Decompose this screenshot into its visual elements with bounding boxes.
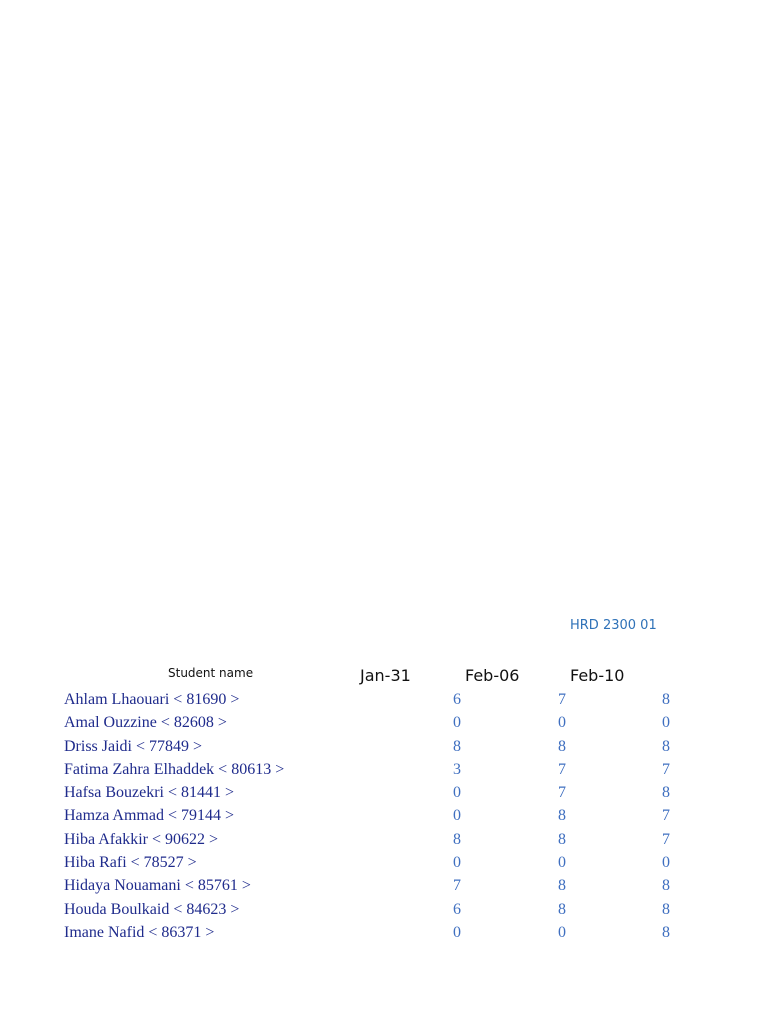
- grade-cell: 0: [453, 784, 461, 802]
- table-row: [0, 806, 768, 829]
- grade-cell: 8: [662, 923, 670, 941]
- table-row: [0, 783, 768, 806]
- grade-cell: 8: [453, 830, 461, 848]
- student-name: Houda Boulkaid < 84623 >: [64, 900, 240, 918]
- date-header-jan-31: Jan-31: [360, 666, 411, 685]
- grade-cell: 8: [453, 737, 461, 755]
- grade-cell: 8: [662, 691, 670, 708]
- grade-cell: 6: [453, 900, 461, 918]
- grade-cell: 8: [558, 807, 566, 825]
- student-name: Imane Nafid < 86371 >: [64, 923, 215, 941]
- date-header-feb-06: Feb-06: [465, 666, 520, 685]
- grade-cell: 8: [558, 737, 566, 755]
- grade-cell: 3: [453, 760, 461, 778]
- grade-cell: 0: [558, 714, 566, 732]
- student-name: Driss Jaidi < 77849 >: [64, 737, 203, 755]
- grade-cell: 0: [453, 854, 461, 872]
- grades-table: [0, 690, 768, 946]
- grade-cell: 6: [453, 691, 461, 708]
- grade-cell: 0: [453, 807, 461, 825]
- table-row: [0, 876, 768, 899]
- student-name: Ahlam Lhaouari < 81690 >: [64, 691, 240, 708]
- grade-cell: 7: [558, 760, 566, 778]
- table-row: [0, 853, 768, 876]
- table-row: [0, 737, 768, 760]
- grade-cell: 0: [558, 854, 566, 872]
- grade-cell: 0: [558, 923, 566, 941]
- grade-cell: 8: [558, 830, 566, 848]
- course-code: HRD 2300 01: [570, 618, 657, 633]
- student-name: Hidaya Nouamani < 85761 >: [64, 877, 251, 895]
- grade-cell: 8: [558, 900, 566, 918]
- table-row: [0, 690, 768, 713]
- grade-cell: 7: [453, 877, 461, 895]
- grade-cell: 8: [558, 877, 566, 895]
- student-name: Amal Ouzzine < 82608 >: [64, 714, 227, 732]
- grade-cell: 0: [662, 714, 670, 732]
- table-row: [0, 830, 768, 853]
- grade-cell: 8: [662, 877, 670, 895]
- table-row: [0, 923, 768, 946]
- student-name: Hafsa Bouzekri < 81441 >: [64, 784, 235, 802]
- grade-cell: 8: [662, 784, 670, 802]
- student-name: Fatima Zahra Elhaddek < 80613 >: [64, 760, 285, 778]
- student-name-header: Student name: [168, 666, 254, 680]
- student-name: Hamza Ammad < 79144 >: [64, 807, 235, 825]
- grade-cell: 0: [453, 923, 461, 941]
- table-row: [0, 713, 768, 736]
- grade-cell: 7: [558, 691, 566, 708]
- student-name: Hiba Afakkir < 90622 >: [64, 830, 219, 848]
- grade-cell: 0: [662, 854, 670, 872]
- grade-cell: 7: [662, 807, 670, 825]
- grade-cell: 7: [662, 760, 670, 778]
- date-header-feb-10: Feb-10: [570, 666, 625, 685]
- grade-cell: 7: [662, 830, 670, 848]
- grade-cell: 8: [662, 737, 670, 755]
- table-row: [0, 760, 768, 783]
- grade-cell: 0: [453, 714, 461, 732]
- student-name: Hiba Rafi < 78527 >: [64, 854, 197, 872]
- grade-cell: 8: [662, 900, 670, 918]
- grade-cell: 7: [558, 784, 566, 802]
- table-row: [0, 900, 768, 923]
